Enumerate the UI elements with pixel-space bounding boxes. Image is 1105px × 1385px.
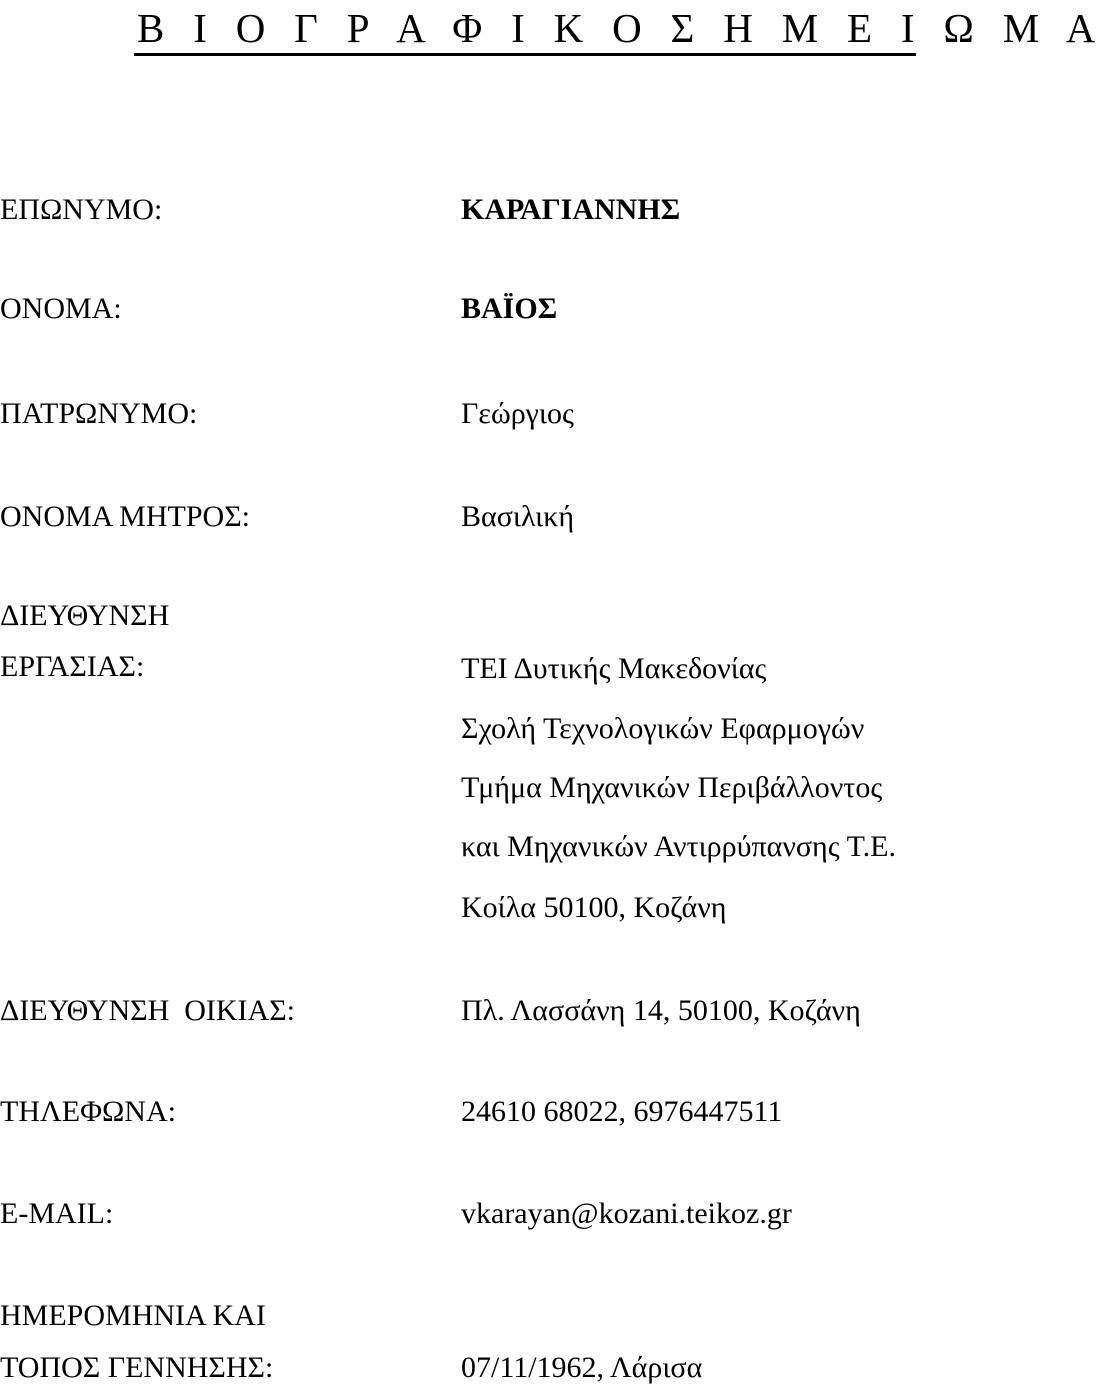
work-address-line: και Μηχανικών Αντιρρύπανσης Τ.Ε. — [461, 830, 896, 863]
work-address-line: ΤΕΙ Δυτικής Μακεδονίας — [461, 652, 767, 685]
birth-label-line: ΗΜΕΡΟΜΗΝΙΑ ΚΑΙ — [0, 1299, 266, 1332]
phones-value: 24610 68022, 6976447511 — [461, 1095, 783, 1128]
work-address-label-line: ΕΡΓΑΣΙΑΣ: — [0, 650, 145, 683]
work-address-line: Σχολή Τεχνολογικών Εφαρμογών — [461, 712, 865, 745]
home-address-label: ΔΙΕΥΘΥΝΣΗ ΟΙΚΙΑΣ: — [0, 994, 296, 1027]
document-title: Β Ι Ο Γ Ρ Α Φ Ι Κ Ο Σ Η Μ Ε Ι Ω Μ Α — [137, 5, 1105, 51]
work-address-line: Κοίλα 50100, Κοζάνη — [461, 891, 727, 924]
name-label: ΟΝΟΜΑ: — [0, 292, 122, 325]
father-name-value: Γεώργιος — [461, 397, 574, 430]
work-address-line: Τμήμα Μηχανικών Περιβάλλοντος — [461, 771, 883, 804]
mother-name-value: Βασιλική — [461, 500, 575, 533]
mother-name-label: ΟΝΟΜΑ ΜΗΤΡΟΣ: — [0, 500, 250, 533]
father-name-label: ΠΑΤΡΩΝΥΜΟ: — [0, 397, 198, 430]
email-label: E-MAIL: — [0, 1197, 114, 1230]
name-value: ΒΑΪΟΣ — [461, 292, 558, 325]
home-address-value: Πλ. Λασσάνη 14, 50100, Κοζάνη — [461, 994, 861, 1027]
birth-value: 07/11/1962, Λάρισα — [461, 1351, 703, 1384]
surname-value: ΚΑΡΑΓΙΑΝΝΗΣ — [461, 193, 681, 226]
surname-label: ΕΠΩΝΥΜΟ: — [0, 193, 163, 226]
email-value: vkarayan@kozani.teikoz.gr — [461, 1197, 792, 1230]
work-address-label-line: ΔΙΕΥΘΥΝΣΗ — [0, 599, 170, 632]
birth-label-line: ΤΟΠΟΣ ΓΕΝΝΗΣΗΣ: — [0, 1351, 274, 1384]
phones-label: ΤΗΛΕΦΩΝΑ: — [0, 1095, 176, 1128]
